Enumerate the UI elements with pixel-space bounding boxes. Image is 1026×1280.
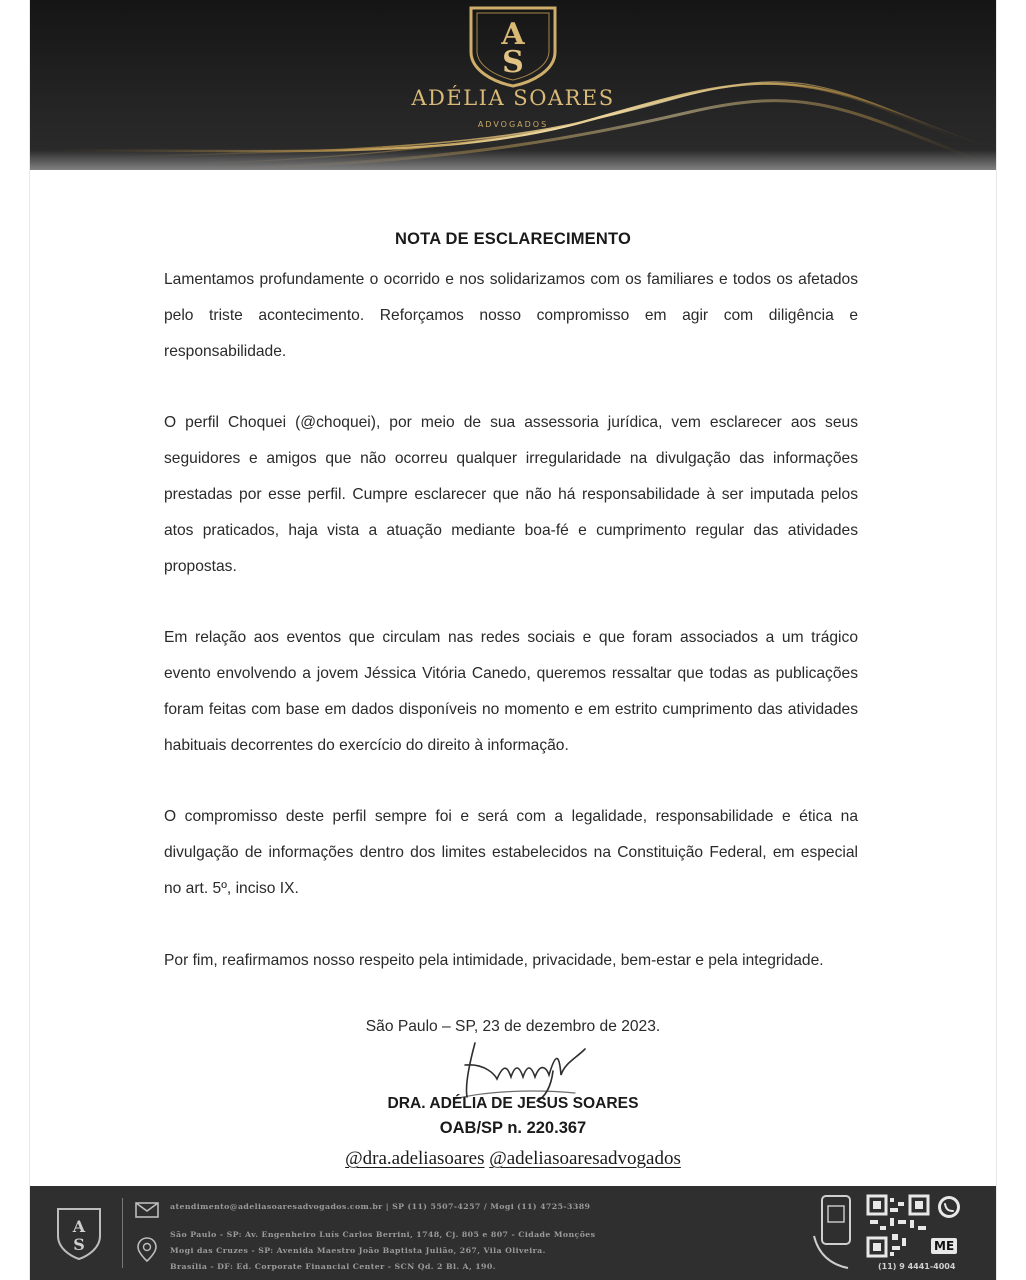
handle-dra-adeliasoares[interactable]: @dra.adeliasoares [345,1148,485,1169]
footer-divider [122,1198,123,1268]
header-fade [30,150,996,170]
footer-phone-number: (11) 9 4441-4004 [878,1262,956,1271]
paragraph-1: Lamentamos profundamente o ocorrido e nos solidarizamos com os familiares e todos os afetados pelo triste acontecimento. Reforçamos nosso compromisso em agir com diligência e responsabilidade. [164,271,858,360]
qr-code-icon[interactable] [866,1194,930,1258]
brand-name: ADÉLIA SOARES [411,86,615,110]
paragraph-3: Em relação aos eventos que circulam nas redes sociais e que foram associados a um trágico evento envolvendo a jovem Jéssica Vitória Canedo, queremos ressaltar que todas as publicações foram feitas com base em dados disponíveis no momento e em estrito cumprimento das atividades habituais decorrentes do exercício do direito à informação. [164,629,858,754]
footer-address-mogi: Mogi das Cruzes - SP: Avenida Maestro João Baptista Julião, 267, Vila Oliveira. [170,1246,546,1255]
social-handles [30,1148,996,1170]
footer-shield-logo-icon [54,1206,104,1262]
letter-page [30,0,996,1280]
date-line: São Paulo – SP, 23 de dezembro de 2023. [365,1018,661,1035]
letterhead-header [30,0,996,170]
letterhead-footer [30,1186,996,1280]
scan-me-label: ME [931,1238,957,1254]
signer-oab-number: OAB/SP n. 220.367 [439,1119,587,1137]
handle-adeliasoaresadvogados[interactable]: @adeliasoaresadvogados [489,1148,681,1169]
document-title: NOTA DE ESCLARECIMENTO [394,230,632,248]
paragraph-2: O perfil Choquei (@choquei), por meio de sua assessoria jurídica, vem esclarecer aos seus seguidores e amigos que não ocorreu qualquer irregularidade na divulgação das informações prestadas por esse perfil. Cumpre esclarecer que não há responsabilidade à ser imputada pelos atos praticados, haja vista a atuação mediante boa-fé e cumprimento regular das atividades propostas. [164,414,858,575]
shield-logo-icon [463,4,563,88]
footer-address-brasilia: Brasília - DF: Ed. Corporate Financial Center - SCN Qd. 2 Bl. A, 190. [170,1262,496,1271]
svg-text:A: A [501,17,525,52]
whatsapp-icon[interactable] [936,1194,962,1220]
svg-text:S: S [73,1235,85,1254]
svg-text:A: A [72,1217,86,1236]
phone-scan-icon [808,1192,864,1272]
paragraph-4: O compromisso deste perfil sempre foi e será com a legalidade, responsabilidade e ética na divulgação de informações dentro dos limites estabelecidos na Constituição Federal, em especial no art. 5º, inciso IX. [164,808,858,897]
brand-subtitle: ADVOGADOS [477,120,549,129]
paragraph-5: Por fim, reafirmamos nosso respeito pela intimidade, privacidade, bem-estar e pela integridade. [164,952,824,969]
svg-text:S: S [502,45,524,80]
location-pin-icon [136,1236,158,1264]
footer-contact-line: atendimento@adeliasoaresadvogados.com.br | SP (11) 5507-4257 / Mogi (11) 4725-3389 [170,1202,591,1211]
signer-name: DRA. ADÉLIA DE JESUS SOARES [387,1095,639,1112]
mail-icon [134,1200,160,1220]
footer-address-sao-paulo: São Paulo - SP: Av. Engenheiro Luís Carlos Berrini, 1748, Cj. 805 e 807 - Cidade Monções [170,1230,596,1239]
